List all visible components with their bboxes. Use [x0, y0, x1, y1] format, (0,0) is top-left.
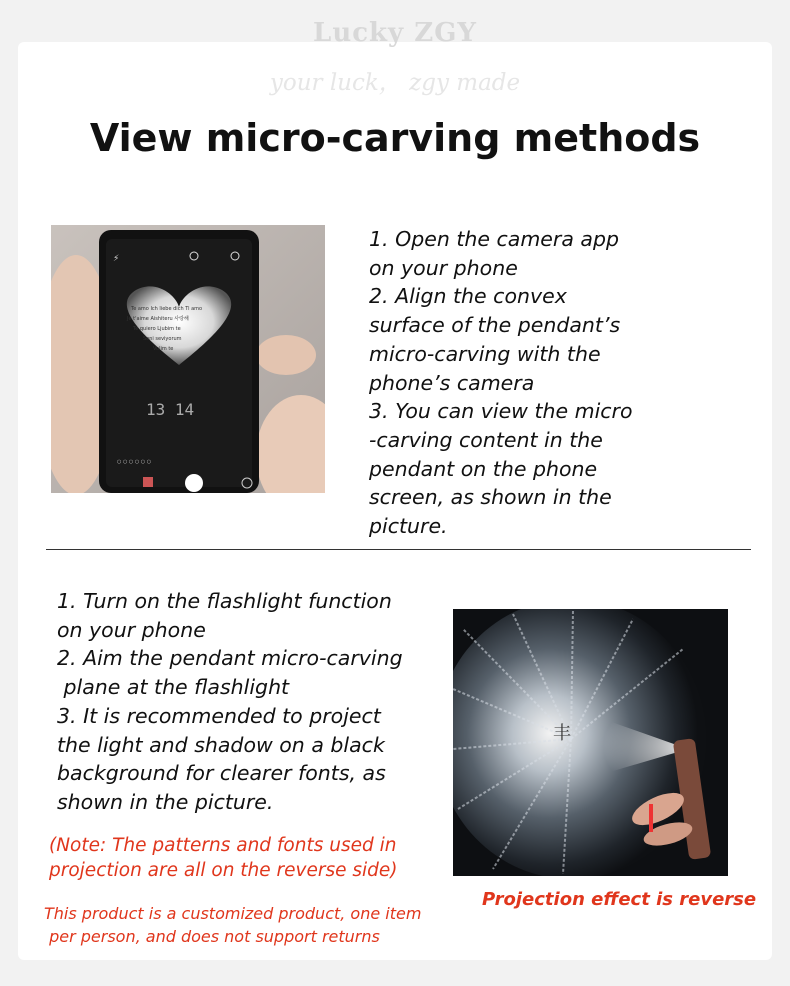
- flashlight-steps: [57, 587, 403, 817]
- svg-text:Volim te: Volim te: [153, 346, 174, 352]
- camera-step-line: 3. You can view the micro: [369, 399, 633, 424]
- camera-step-line: on your phone: [369, 255, 518, 280]
- return-disclaimer: [44, 902, 421, 948]
- section-divider: [46, 549, 751, 550]
- projection-note: [49, 833, 398, 883]
- tagline-watermark: your luck， zgy made: [269, 70, 521, 96]
- camera-step-line: pendant on the phone: [369, 456, 598, 481]
- page-title: View micro-carving methods: [89, 116, 701, 160]
- flashlight-step-line: 3. It is recommended to project: [57, 703, 381, 728]
- camera-step-line: picture.: [369, 514, 448, 539]
- camera-step-line: phone’s camera: [369, 370, 535, 395]
- camera-step-line: screen, as shown in the: [369, 485, 612, 510]
- camera-step-line: micro-carving with the: [369, 341, 601, 366]
- phone-camera-photo: [51, 225, 325, 493]
- projection-note-line: (Note: The patterns and fonts used in: [49, 835, 397, 856]
- camera-steps: [369, 225, 633, 541]
- flashlight-step-line: plane at the flashlight: [57, 675, 290, 700]
- flashlight-step-line: 1. Turn on the flashlight function: [57, 589, 392, 613]
- camera-step-line: 2. Align the convex: [369, 284, 567, 309]
- phone-screen-number: 13 14: [146, 400, 195, 419]
- camera-step-line: -carving content in the: [369, 427, 603, 452]
- svg-text:⚡: ⚡: [113, 254, 120, 264]
- svg-text:丰: 丰: [553, 723, 571, 744]
- svg-text:Seni seviyorum: Seni seviyorum: [143, 336, 182, 342]
- svg-text:Te amo Ich liebe dich Ti amo: Te amo Ich liebe dich Ti amo: [131, 306, 203, 312]
- flashlight-step-line: the light and shadow on a black: [57, 732, 385, 757]
- flashlight-projection-photo: [453, 609, 728, 876]
- svg-text:Te quiero Ljubim te: Te quiero Ljubim te: [133, 326, 181, 332]
- camera-step-line: 1. Open the camera app: [369, 227, 620, 251]
- flashlight-step-line: on your phone: [57, 617, 206, 642]
- projection-note-line: projection are all on the reverse side): [49, 860, 398, 881]
- flashlight-step-line: shown in the picture.: [57, 789, 274, 814]
- flashlight-step-line: background for clearer fonts, as: [57, 761, 386, 786]
- flashlight-step-line: 2. Aim the pendant micro-carving: [57, 646, 403, 671]
- camera-step-line: surface of the pendant’s: [369, 313, 621, 338]
- svg-text:Je t'aime Aishiteru 사랑해: Je t'aime Aishiteru 사랑해: [127, 316, 189, 322]
- projection-caption: Projection effect is reverse: [482, 889, 757, 910]
- disclaimer-line: per person, and does not support returns: [44, 927, 380, 946]
- disclaimer-line: This product is a customized product, one item: [44, 904, 422, 923]
- brand-watermark: Lucky ZGY: [313, 18, 477, 48]
- svg-text:○ ○ ○ ○ ○ ○: ○ ○ ○ ○ ○ ○: [117, 459, 152, 465]
